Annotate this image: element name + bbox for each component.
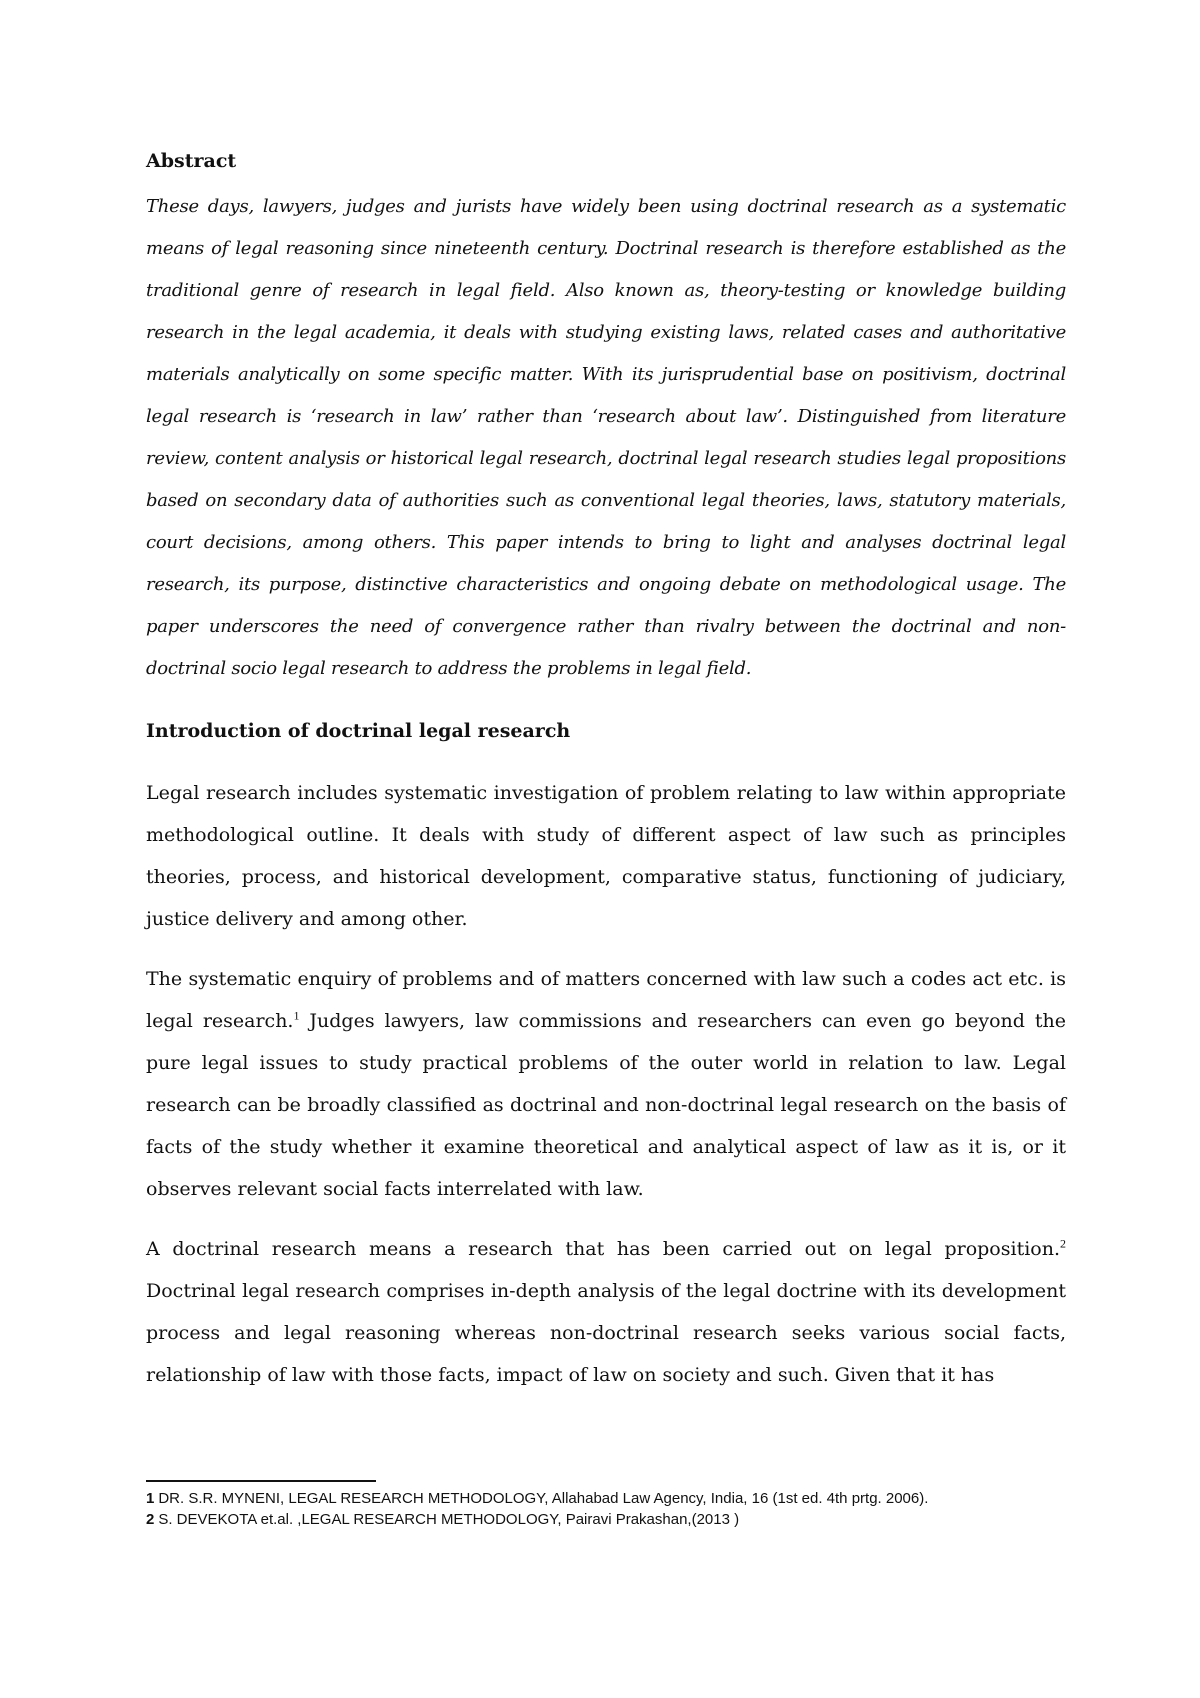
footnote-ref-2[interactable]: 2 [1060, 1236, 1066, 1251]
intro-paragraph-2 [146, 958, 1066, 1210]
abstract-heading: Abstract [146, 150, 237, 172]
intro-paragraph-2-text-a: The systematic enquiry of problems and of matters concerned with law such a codes act etc. is legal research. [146, 968, 1066, 1032]
document-body [146, 140, 1066, 1414]
intro-paragraph-3-text-a: A doctrinal research means a research that has been carried out on legal proposition. [146, 1238, 1060, 1260]
footnote-1 [146, 1488, 1066, 1509]
footnote-ref-1[interactable]: 1 [293, 1008, 300, 1023]
footnote-2-text: S. DEVEKOTA et.al. ,LEGAL RESEARCH METHODOLOGY, Pairavi Prakashan,(2013 ) [158, 1511, 740, 1528]
intro-paragraph-3-text-b: Doctrinal legal research comprises in-depth analysis of the legal doctrine with its development process and legal reasoning whereas non-doctrinal research seeks various social facts, relationship of law with those facts, impact of law on society and such. Given that it has [146, 1280, 1066, 1386]
intro-paragraph-2-text-b: Judges lawyers, law commissions and researchers can even go beyond the pure legal issues to study practical problems of the outer world in relation to law. Legal research can be broadly classified as doctrinal and non-doctrinal legal research on the basis of facts of the study whether it examine theoretical and analytical aspect of law as it is, or it observes relevant social facts interrelated with law. [146, 1010, 1066, 1200]
footnote-2-number: 2 [146, 1511, 155, 1528]
abstract-paragraph: These days, lawyers, judges and jurists have widely been using doctrinal research as a systematic means of legal reasoning since nineteenth century. Doctrinal research is therefore established as the traditional genre of research in legal field. Also known as, theory-testing or knowledge building research in the legal academia, it deals with studying existing laws, related cases and authoritative materials analytically on some specific matter. With its jurisprudential base on positivism, doctrinal legal research is ‘research in law’ rather than ‘research about law’. Distinguished from literature review, content analysis or historical legal research, doctrinal legal research studies legal propositions based on secondary data of authorities such as conventional legal theories, laws, statutory materials, court decisions, among others. This paper intends to bring to light and analyses doctrinal legal research, its purpose, distinctive characteristics and ongoing debate on methodological usage. The paper underscores the need of convergence rather than rivalry between the doctrinal and non-doctrinal socio legal research to address the problems in legal field. [146, 196, 1066, 679]
footnotes-section [146, 1480, 1066, 1530]
footnote-2 [146, 1509, 1066, 1530]
footnote-1-number: 1 [146, 1490, 155, 1507]
footnote-separator [146, 1480, 376, 1482]
intro-paragraph-3 [146, 1228, 1066, 1396]
footnote-1-text: DR. S.R. MYNENI, LEGAL RESEARCH METHODOLOGY, Allahabad Law Agency, India, 16 (1st ed. 4th prtg. 2006). [158, 1490, 929, 1507]
introduction-heading: Introduction of doctrinal legal research [146, 720, 571, 742]
intro-paragraph-1: Legal research includes systematic investigation of problem relating to law within appropriate methodological outline. It deals with study of different aspect of law such as principles theories, process, and historical development, comparative status, functioning of judiciary, justice delivery and among other. [146, 782, 1066, 930]
